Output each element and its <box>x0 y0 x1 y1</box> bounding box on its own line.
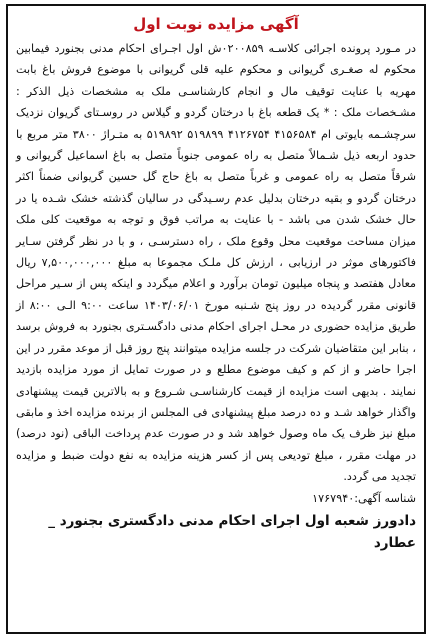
notice-id: شناسه آگهی:۱۷۶۷۹۴۰ <box>312 491 416 505</box>
notice-body: در مـورد پرونده اجرائی کلاسـه ۰۲۰۰۸۵۹ش اول اجـرای احکام مدنی بجنورد فیمابین محکوم له صغـری گریوانی و محکوم علیه قلی گریوانی با موضوع فروش باغ بابت مهریه با عنایت توقیف مال و انجام کارشناسـی ملک به مشخصات ذیل الذکر : مشـخصات ملک : * یک قطعه باغ با درختان گردو و گیلاس در روسـتای گریوان نزدیک سرچشـمه بایوتی ام ۴۱۵۶۵۸۴ ۴۱۲۶۷۵۴ ۵۱۹۸۹۹ ۵۱۹۸۹۲ به متـراژ ۳۸۰۰ متر مربع با حدود اربعه ذیل شـمالاً متصل به راه عمومی جنوباً متصل به باغ اسماعیل گریوانی و شرقاً متصل به راه عمومی و غرباً متصل به باغ حاج گل حسین گریوانی ضمناً اکثر درختان گردو و بقیه درختان بدلیل عدم رسـیدگی در سالیان گذشته خشک شـده یا در حال خشک شدن می باشد - با عنایت به مراتب فوق و توجه به موقعیت کلی ملک میزان مساحت موقعیت محل وقوع ملک ، راه دسترسـی ، و با در نظر گرفتن سـایر فاکتورهای موثر در ارزیابی ، ارزش کل ملـک مجموعا به مبلغ ۷,۵۰۰,۰۰۰,۰۰۰ ریال معادل هفتصد و پنجاه میلیون تومان برآورد و اعلام میگردد و اینکه پس از سـیر مراحل قانونی مقرر گردیده در روز پنج شـنبه مورخ ۱۴۰۳/۰۶/۰۱ ساعت ۹:۰۰ الـی ۸:۰۰ از طریق مزایده حضوری در محـل اجرای احکام مدنی دادگسـتری بجنورد به فروش برسد ، بنابر این متقاضیان شرکت در جلسه مزایده میتوانند پنج روز قبل از موعد مقرر در این اجرا حاضر و از کم و کیف موضوع مطلع و در صورت تمایل از مورد مزایده بازدید نمایند . بدیهی است مزایده از قیمت کارشناسـی شـروع و به بالاترین قیمت پیشنهادی واگذار خواهد شـد و ده درصد مبلغ پیشنهادی فی المجلس از برنده مزایده اخذ و مابقی مبلغ نیز ظرف یک ماه وصول خواهد شد و در صورت عدم پرداخت الباقی (نود درصد) در مهلت مقرر ، مبلغ تودیعی پس از کسر هزینه مزایده به نفع دولت ضبط و مزایده تجدید می گردد. <box>16 42 417 484</box>
notice-title: آگهی مزایده نوبت اول <box>133 15 299 33</box>
notice-frame <box>6 4 426 634</box>
notice-signature: دادورز شعبه اول اجرای احکام مدنی دادگستری بجنورد _ عطارد <box>48 512 416 551</box>
